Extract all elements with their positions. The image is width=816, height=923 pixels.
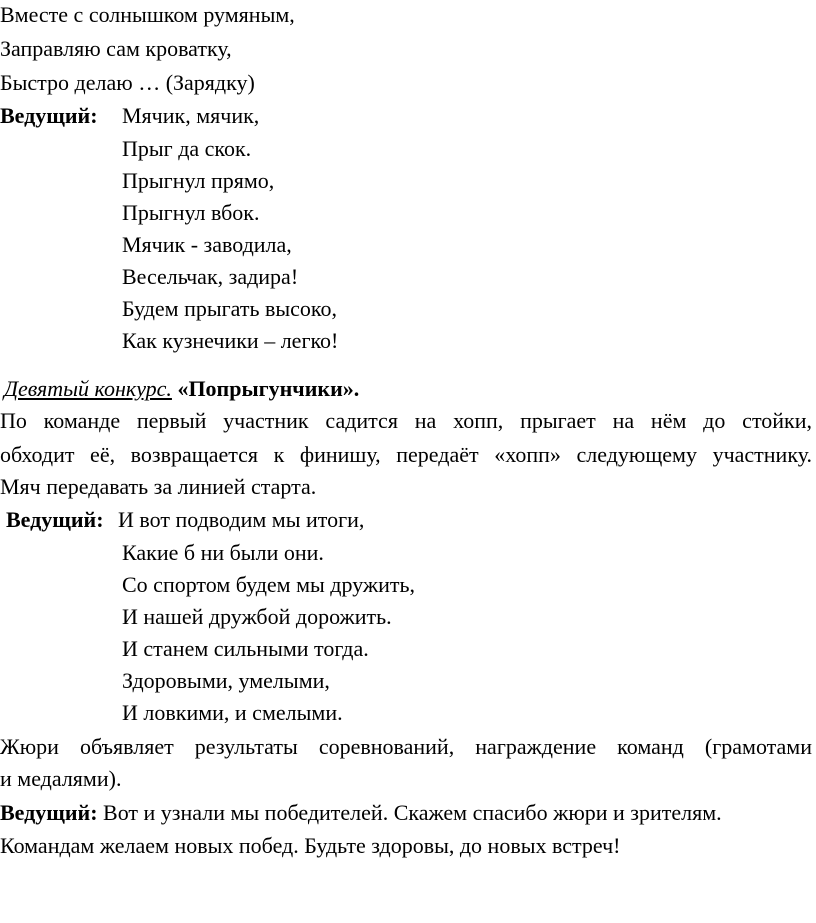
contest-name: «Попрыгунчики». [177, 376, 360, 401]
contest-title: Девятый конкурс. [4, 376, 172, 401]
poem-line: Мячик - заводила, [122, 232, 292, 257]
poem-line: Будем прыгать высоко, [122, 296, 338, 321]
speaker-label: Ведущий: [0, 103, 98, 128]
contest-heading [4, 376, 359, 402]
jury-line: и медалями). [0, 766, 122, 791]
poem-line: Здоровыми, умелыми, [122, 668, 330, 693]
closing-line: Командам желаем новых побед. Будьте здоровы, до новых встреч! [0, 833, 621, 858]
rules-line: По команде первый участник садится на хопп, прыгает на нём до стойки, [0, 408, 812, 433]
poem-line: И нашей дружбой дорожить. [122, 604, 392, 629]
poem-line: Прыгнул вбок. [122, 200, 260, 225]
poem-line: Как кузнечики – легко! [122, 328, 339, 353]
poem-line: Какие б ни были они. [122, 540, 324, 565]
poem-line: Прыгнул прямо, [122, 168, 275, 193]
speaker-line [0, 103, 98, 129]
intro-line: Быстро делаю … (Зарядку) [0, 70, 255, 95]
poem-line: И станем сильными тогда. [122, 636, 369, 661]
poem-line: И ловкими, и смелыми. [122, 700, 343, 725]
closing-line [0, 800, 722, 826]
poem-line: Весельчак, задира! [122, 264, 299, 289]
speaker-label: Ведущий: [6, 507, 104, 532]
poem-line: Прыг да скок. [122, 136, 252, 161]
intro-line: Вместе с солнышком румяным, [0, 2, 295, 27]
poem-line: И вот подводим мы итоги, [118, 507, 365, 532]
speaker-label: Ведущий: [0, 800, 98, 825]
rules-line: Мяч передавать за линией старта. [0, 474, 317, 499]
intro-line: Заправляю сам кроватку, [0, 36, 232, 61]
poem-line: Мячик, мячик, [122, 103, 260, 128]
closing-text: Вот и узнали мы победителей. Скажем спасибо жюри и зрителям. [103, 800, 722, 825]
poem-line: Со спортом будем мы дружить, [122, 572, 416, 597]
jury-line: Жюри объявляет результаты соревнований, награждение команд (грамотами [0, 734, 812, 759]
speaker-line [6, 507, 104, 533]
rules-line: обходит её, возвращается к финишу, передаёт «хопп» следующему участнику. [0, 442, 812, 467]
